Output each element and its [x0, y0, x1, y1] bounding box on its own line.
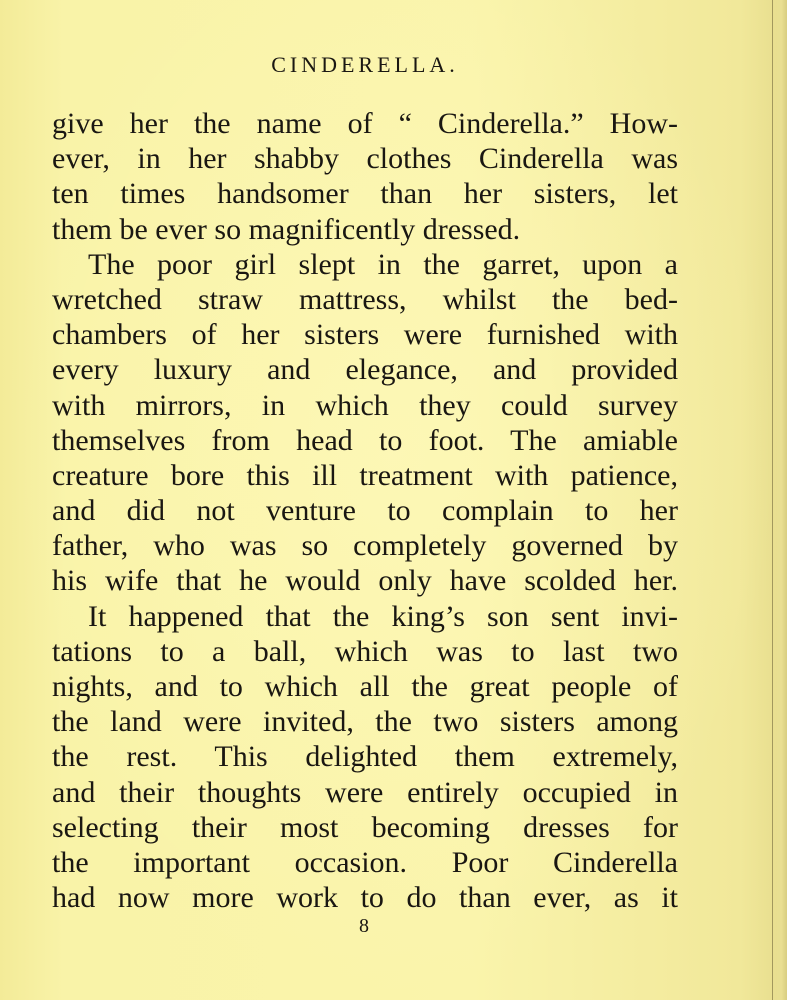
text-line: the important occasion. Poor Cinderella	[52, 845, 678, 879]
text-line: with mirrors, in which they could survey	[52, 388, 678, 422]
text-line: nights, and to which all the great people of	[52, 670, 678, 703]
page-number: 8	[359, 915, 369, 937]
text-line: ever, in her shabby clothes Cinderella was	[52, 142, 678, 176]
text-line: the rest. This delighted them extremely,	[52, 740, 678, 774]
text-line: It happened that the king’s son sent invi-	[88, 599, 678, 633]
text-line: every luxury and elegance, and provided	[52, 353, 678, 387]
running-head: CINDERELLA.	[271, 52, 459, 77]
text-line: themselves from head to foot. The amiable	[52, 423, 678, 457]
text-line: The poor girl slept in the garret, upon a	[88, 247, 678, 281]
text-line: give her the name of “ Cinderella.” How-	[52, 107, 678, 140]
text-line: wretched straw mattress, whilst the bed-	[52, 282, 678, 316]
body-text	[52, 106, 678, 915]
text-line: ten times handsomer than her sisters, let	[52, 177, 678, 211]
page-edge	[772, 0, 787, 1000]
text-line: father, who was so completely governed by	[52, 529, 678, 563]
text-line: and did not venture to complain to her	[52, 494, 678, 528]
text-line: them be ever so magnificently dressed.	[52, 212, 521, 246]
text-line: his wife that he would only have scolded her.	[52, 564, 678, 598]
text-line: chambers of her sisters were furnished with	[52, 318, 678, 352]
text-line: the land were invited, the two sisters among	[52, 705, 678, 739]
text-line: creature bore this ill treatment with patience,	[52, 458, 678, 492]
text-line: had now more work to do than ever, as it	[52, 881, 678, 915]
text-line: selecting their most becoming dresses for	[52, 810, 678, 844]
text-line: and their thoughts were entirely occupied in	[52, 775, 678, 809]
text-line: tations to a ball, which was to last two	[52, 634, 678, 668]
